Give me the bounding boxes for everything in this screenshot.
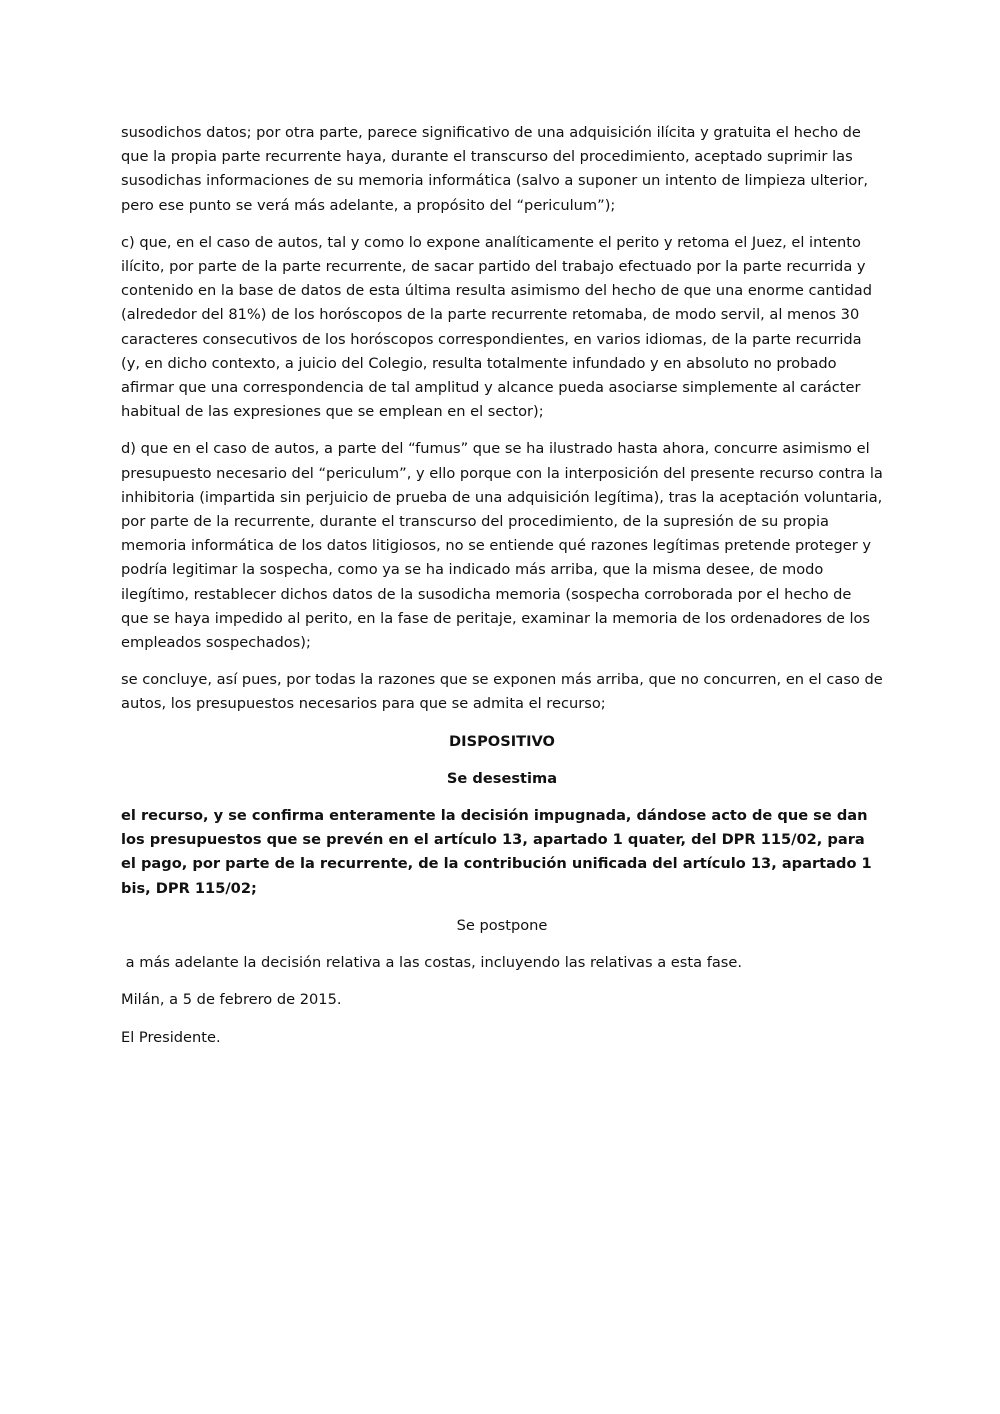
paragraph-c: c) que, en el caso de autos, tal y como lo expone analíticamente el perito y retoma el Juez, el intento ilícito, por parte de la parte recurrente, de sacar partido del trabajo efectuado por la parte recurrida y contenido en la base de datos de esta última resulta asimismo del hecho de que una enorme cantidad (alrededor del 81%) de los horóscopos de la parte recurrente retomaba, de modo servil, al menos 30 caracteres consecutivos de los horóscopos correspondientes, en varios idiomas, de la parte recurrida (y, en dicho contexto, a juicio del Colegio, resulta totalmente infundado y en absoluto no probado afirmar que una correspondencia de tal amplitud y alcance pueda asociarse simplemente al carácter habitual de las expresiones que se emplean en el sector); — [121, 233, 873, 421]
heading-se-desestima: Se desestima — [446, 769, 558, 787]
document-page — [121, 121, 883, 1063]
paragraph-conclusion: se concluye, así pues, por todas la razones que se exponen más arriba, que no concurren, en el caso de autos, los presupuestos necesarios para que se admita el recurso; — [121, 671, 883, 713]
heading-dispositivo: DISPOSITIVO — [449, 732, 555, 750]
heading-se-postpone: Se postpone — [456, 916, 548, 934]
paragraph-ruling: el recurso, y se confirma enteramente la decisión impugnada, dándose acto de que se dan los presupuestos que se prevén en el artículo 13, apartado 1 quater, del DPR 115/02, para el pago, por parte de la recurrente, de la contribución unificada del artículo 13, apartado 1 bis, DPR 115/02; — [121, 807, 872, 897]
signature: El Presidente. — [121, 1028, 221, 1046]
paragraph-d: d) que en el caso de autos, a parte del “fumus” que se ha ilustrado hasta ahora, concurre asimismo el presupuesto necesario del “periculum”, y ello porque con la interposición del presente recurso contra la inhibitoria (impartida sin perjuicio de prueba de una adquisición legítima), tras la aceptación voluntaria, por parte de la recurrente, durante el transcurso del procedimiento, de la supresión de su propia memoria informática de los datos litigiosos, no se entiende qué razones legítimas pretende proteger y podría legitimar la sospecha, como ya se ha indicado más arriba, que la misma desee, de modo ilegítimo, restablecer dichos datos de la susodicha memoria (sospecha corroborada por el hecho de que se haya impedido al perito, en la fase de peritaje, examinar la memoria de los ordenadores de los empleados sospechados); — [121, 440, 883, 652]
place-date: Milán, a 5 de febrero de 2015. — [121, 991, 342, 1009]
paragraph-susodichos: susodichos datos; por otra parte, parece significativo de una adquisición ilícita y gratuita el hecho de que la propia parte recurrente haya, durante el transcurso del procedimiento, aceptado suprimir las susodichas informaciones de su memoria informática (salvo a suponer un intento de limpieza ulterior, pero ese punto se verá más adelante, a propósito del “periculum”); — [121, 124, 868, 214]
paragraph-costas: a más adelante la decisión relativa a las costas, incluyendo las relativas a esta fase. — [121, 954, 742, 972]
